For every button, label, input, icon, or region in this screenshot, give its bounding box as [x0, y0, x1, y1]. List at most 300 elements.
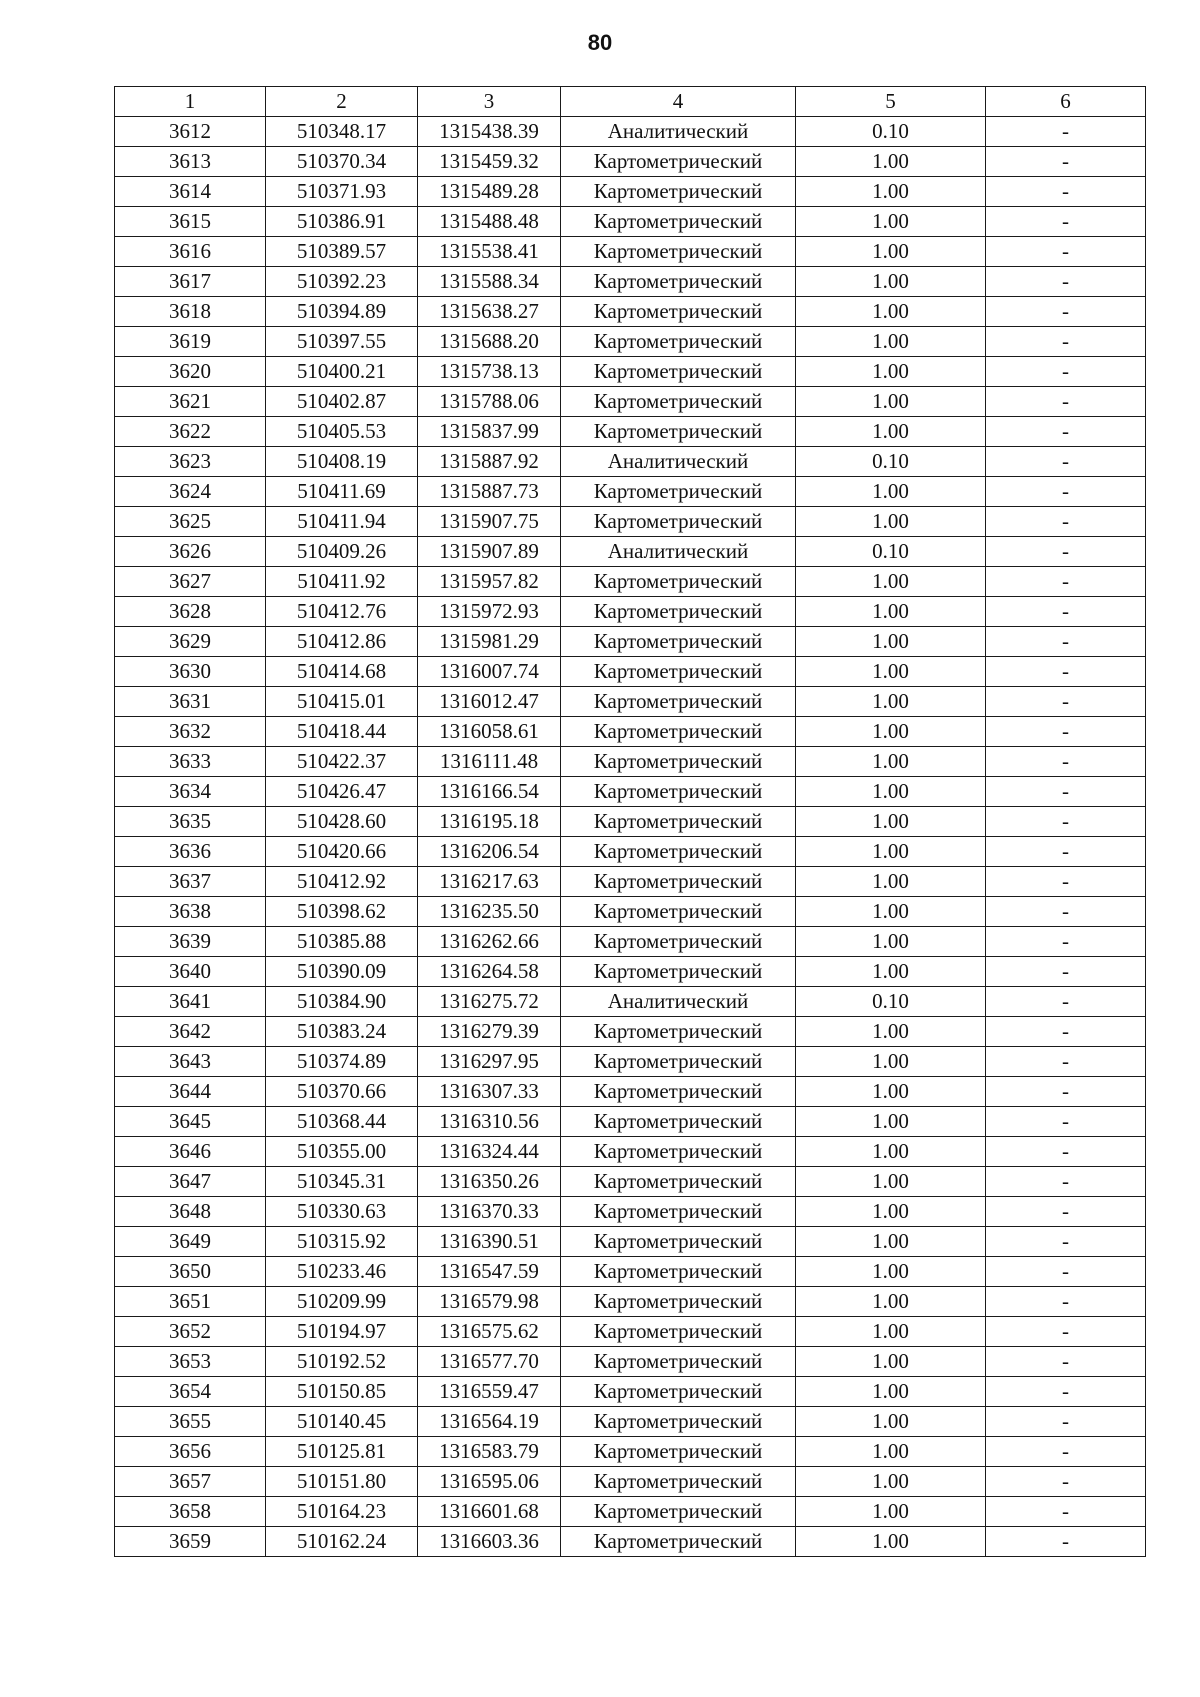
- point-number-cell: 3639: [115, 927, 266, 957]
- note-cell: -: [986, 267, 1146, 297]
- point-number-cell: 3618: [115, 297, 266, 327]
- table-row: [115, 297, 1146, 327]
- y-coordinate-cell: 1316390.51: [418, 1227, 561, 1257]
- accuracy-cell: 1.00: [796, 1017, 986, 1047]
- method-cell: Картометрический: [561, 417, 796, 447]
- y-coordinate-cell: 1316547.59: [418, 1257, 561, 1287]
- accuracy-cell: 1.00: [796, 147, 986, 177]
- x-coordinate-cell: 510151.80: [266, 1467, 418, 1497]
- table-row: [115, 1137, 1146, 1167]
- point-number-cell: 3651: [115, 1287, 266, 1317]
- y-coordinate-cell: 1316297.95: [418, 1047, 561, 1077]
- y-coordinate-cell: 1316559.47: [418, 1377, 561, 1407]
- table-row: [115, 537, 1146, 567]
- table-row: [115, 597, 1146, 627]
- note-cell: -: [986, 237, 1146, 267]
- method-cell: Картометрический: [561, 717, 796, 747]
- x-coordinate-cell: 510194.97: [266, 1317, 418, 1347]
- method-cell: Аналитический: [561, 987, 796, 1017]
- y-coordinate-cell: 1315688.20: [418, 327, 561, 357]
- point-number-cell: 3616: [115, 237, 266, 267]
- table-row: [115, 1017, 1146, 1047]
- x-coordinate-cell: 510348.17: [266, 117, 418, 147]
- point-number-cell: 3632: [115, 717, 266, 747]
- method-cell: Картометрический: [561, 387, 796, 417]
- x-coordinate-cell: 510192.52: [266, 1347, 418, 1377]
- point-number-cell: 3629: [115, 627, 266, 657]
- table-row: [115, 507, 1146, 537]
- accuracy-cell: 1.00: [796, 417, 986, 447]
- header-cell-6: 6: [986, 87, 1146, 117]
- point-number-cell: 3630: [115, 657, 266, 687]
- accuracy-cell: 1.00: [796, 477, 986, 507]
- point-number-cell: 3613: [115, 147, 266, 177]
- accuracy-cell: 1.00: [796, 237, 986, 267]
- x-coordinate-cell: 510315.92: [266, 1227, 418, 1257]
- table-row: [115, 1377, 1146, 1407]
- accuracy-cell: 1.00: [796, 1077, 986, 1107]
- page-number: 80: [587, 30, 613, 55]
- note-cell: -: [986, 1197, 1146, 1227]
- point-number-cell: 3641: [115, 987, 266, 1017]
- x-coordinate-cell: 510398.62: [266, 897, 418, 927]
- table-row: [115, 1077, 1146, 1107]
- method-cell: Картометрический: [561, 357, 796, 387]
- table-row: [115, 927, 1146, 957]
- note-cell: -: [986, 1107, 1146, 1137]
- method-cell: Картометрический: [561, 237, 796, 267]
- table-row: [115, 747, 1146, 777]
- table-row: [115, 1227, 1146, 1257]
- x-coordinate-cell: 510411.94: [266, 507, 418, 537]
- table-row: [115, 357, 1146, 387]
- x-coordinate-cell: 510408.19: [266, 447, 418, 477]
- accuracy-cell: 1.00: [796, 1047, 986, 1077]
- point-number-cell: 3624: [115, 477, 266, 507]
- method-cell: Картометрический: [561, 1137, 796, 1167]
- accuracy-cell: 1.00: [796, 567, 986, 597]
- method-cell: Картометрический: [561, 297, 796, 327]
- method-cell: Картометрический: [561, 1257, 796, 1287]
- point-number-cell: 3658: [115, 1497, 266, 1527]
- x-coordinate-cell: 510140.45: [266, 1407, 418, 1437]
- method-cell: Картометрический: [561, 1017, 796, 1047]
- accuracy-cell: 1.00: [796, 1287, 986, 1317]
- method-cell: Картометрический: [561, 507, 796, 537]
- point-number-cell: 3636: [115, 837, 266, 867]
- accuracy-cell: 1.00: [796, 957, 986, 987]
- note-cell: -: [986, 1407, 1146, 1437]
- y-coordinate-cell: 1316235.50: [418, 897, 561, 927]
- y-coordinate-cell: 1315907.89: [418, 537, 561, 567]
- note-cell: -: [986, 1287, 1146, 1317]
- point-number-cell: 3653: [115, 1347, 266, 1377]
- method-cell: Картометрический: [561, 1407, 796, 1437]
- y-coordinate-cell: 1315738.13: [418, 357, 561, 387]
- table-row: [115, 1317, 1146, 1347]
- note-cell: -: [986, 177, 1146, 207]
- x-coordinate-cell: 510414.68: [266, 657, 418, 687]
- y-coordinate-cell: 1315489.28: [418, 177, 561, 207]
- y-coordinate-cell: 1316310.56: [418, 1107, 561, 1137]
- accuracy-cell: 0.10: [796, 987, 986, 1017]
- point-number-cell: 3623: [115, 447, 266, 477]
- accuracy-cell: 1.00: [796, 1257, 986, 1287]
- accuracy-cell: 1.00: [796, 1527, 986, 1557]
- note-cell: -: [986, 867, 1146, 897]
- y-coordinate-cell: 1316307.33: [418, 1077, 561, 1107]
- method-cell: Картометрический: [561, 177, 796, 207]
- point-number-cell: 3628: [115, 597, 266, 627]
- accuracy-cell: 1.00: [796, 1197, 986, 1227]
- y-coordinate-cell: 1316262.66: [418, 927, 561, 957]
- table-row: [115, 987, 1146, 1017]
- accuracy-cell: 1.00: [796, 867, 986, 897]
- y-coordinate-cell: 1315972.93: [418, 597, 561, 627]
- point-number-cell: 3625: [115, 507, 266, 537]
- table-row: [115, 1197, 1146, 1227]
- method-cell: Аналитический: [561, 117, 796, 147]
- point-number-cell: 3649: [115, 1227, 266, 1257]
- point-number-cell: 3626: [115, 537, 266, 567]
- table-row: [115, 807, 1146, 837]
- note-cell: -: [986, 1257, 1146, 1287]
- note-cell: -: [986, 1437, 1146, 1467]
- y-coordinate-cell: 1316601.68: [418, 1497, 561, 1527]
- y-coordinate-cell: 1315887.73: [418, 477, 561, 507]
- table-header-row: [115, 87, 1146, 117]
- y-coordinate-cell: 1316583.79: [418, 1437, 561, 1467]
- accuracy-cell: 1.00: [796, 777, 986, 807]
- header-cell-2: 2: [266, 87, 418, 117]
- method-cell: Картометрический: [561, 687, 796, 717]
- note-cell: -: [986, 1497, 1146, 1527]
- method-cell: Картометрический: [561, 1437, 796, 1467]
- point-number-cell: 3646: [115, 1137, 266, 1167]
- x-coordinate-cell: 510402.87: [266, 387, 418, 417]
- y-coordinate-cell: 1316350.26: [418, 1167, 561, 1197]
- method-cell: Картометрический: [561, 1527, 796, 1557]
- header-cell-1: 1: [115, 87, 266, 117]
- x-coordinate-cell: 510374.89: [266, 1047, 418, 1077]
- table-row: [115, 1407, 1146, 1437]
- x-coordinate-cell: 510412.76: [266, 597, 418, 627]
- accuracy-cell: 1.00: [796, 357, 986, 387]
- table-row: [115, 177, 1146, 207]
- note-cell: -: [986, 297, 1146, 327]
- table-row: [115, 657, 1146, 687]
- y-coordinate-cell: 1316577.70: [418, 1347, 561, 1377]
- accuracy-cell: 1.00: [796, 597, 986, 627]
- table-row: [115, 1167, 1146, 1197]
- point-number-cell: 3621: [115, 387, 266, 417]
- accuracy-cell: 1.00: [796, 327, 986, 357]
- x-coordinate-cell: 510370.66: [266, 1077, 418, 1107]
- method-cell: Картометрический: [561, 807, 796, 837]
- note-cell: -: [986, 1047, 1146, 1077]
- point-number-cell: 3657: [115, 1467, 266, 1497]
- accuracy-cell: 1.00: [796, 1407, 986, 1437]
- point-number-cell: 3647: [115, 1167, 266, 1197]
- table-row: [115, 1437, 1146, 1467]
- x-coordinate-cell: 510385.88: [266, 927, 418, 957]
- table-row: [115, 687, 1146, 717]
- y-coordinate-cell: 1316324.44: [418, 1137, 561, 1167]
- accuracy-cell: 1.00: [796, 1437, 986, 1467]
- method-cell: Картометрический: [561, 747, 796, 777]
- method-cell: Картометрический: [561, 1287, 796, 1317]
- y-coordinate-cell: 1315459.32: [418, 147, 561, 177]
- point-number-cell: 3648: [115, 1197, 266, 1227]
- x-coordinate-cell: 510400.21: [266, 357, 418, 387]
- accuracy-cell: 1.00: [796, 1167, 986, 1197]
- point-number-cell: 3645: [115, 1107, 266, 1137]
- y-coordinate-cell: 1316575.62: [418, 1317, 561, 1347]
- y-coordinate-cell: 1315588.34: [418, 267, 561, 297]
- note-cell: -: [986, 897, 1146, 927]
- note-cell: -: [986, 1077, 1146, 1107]
- y-coordinate-cell: 1316264.58: [418, 957, 561, 987]
- method-cell: Картометрический: [561, 1377, 796, 1407]
- point-number-cell: 3642: [115, 1017, 266, 1047]
- method-cell: Картометрический: [561, 1077, 796, 1107]
- y-coordinate-cell: 1316579.98: [418, 1287, 561, 1317]
- accuracy-cell: 1.00: [796, 1317, 986, 1347]
- x-coordinate-cell: 510415.01: [266, 687, 418, 717]
- method-cell: Картометрический: [561, 1227, 796, 1257]
- point-number-cell: 3637: [115, 867, 266, 897]
- x-coordinate-cell: 510368.44: [266, 1107, 418, 1137]
- note-cell: -: [986, 687, 1146, 717]
- point-number-cell: 3638: [115, 897, 266, 927]
- note-cell: -: [986, 987, 1146, 1017]
- y-coordinate-cell: 1316012.47: [418, 687, 561, 717]
- x-coordinate-cell: 510394.89: [266, 297, 418, 327]
- table-row: [115, 777, 1146, 807]
- x-coordinate-cell: 510409.26: [266, 537, 418, 567]
- note-cell: -: [986, 717, 1146, 747]
- method-cell: Картометрический: [561, 1497, 796, 1527]
- x-coordinate-cell: 510422.37: [266, 747, 418, 777]
- table-row: [115, 897, 1146, 927]
- y-coordinate-cell: 1315638.27: [418, 297, 561, 327]
- point-number-cell: 3635: [115, 807, 266, 837]
- y-coordinate-cell: 1316595.06: [418, 1467, 561, 1497]
- note-cell: -: [986, 807, 1146, 837]
- note-cell: -: [986, 1227, 1146, 1257]
- note-cell: -: [986, 1347, 1146, 1377]
- point-number-cell: 3656: [115, 1437, 266, 1467]
- accuracy-cell: 1.00: [796, 837, 986, 867]
- x-coordinate-cell: 510389.57: [266, 237, 418, 267]
- table-row: [115, 1287, 1146, 1317]
- x-coordinate-cell: 510164.23: [266, 1497, 418, 1527]
- table-row: [115, 1107, 1146, 1137]
- note-cell: -: [986, 627, 1146, 657]
- y-coordinate-cell: 1316058.61: [418, 717, 561, 747]
- point-number-cell: 3654: [115, 1377, 266, 1407]
- table-row: [115, 837, 1146, 867]
- table-body: [115, 87, 1146, 1557]
- table-row: [115, 1467, 1146, 1497]
- note-cell: -: [986, 777, 1146, 807]
- table-row: [115, 1347, 1146, 1377]
- point-number-cell: 3631: [115, 687, 266, 717]
- note-cell: -: [986, 207, 1146, 237]
- y-coordinate-cell: 1316603.36: [418, 1527, 561, 1557]
- method-cell: Картометрический: [561, 207, 796, 237]
- header-cell-3: 3: [418, 87, 561, 117]
- point-number-cell: 3643: [115, 1047, 266, 1077]
- table-row: [115, 567, 1146, 597]
- note-cell: -: [986, 1137, 1146, 1167]
- x-coordinate-cell: 510420.66: [266, 837, 418, 867]
- x-coordinate-cell: 510412.92: [266, 867, 418, 897]
- x-coordinate-cell: 510384.90: [266, 987, 418, 1017]
- point-number-cell: 3640: [115, 957, 266, 987]
- method-cell: Аналитический: [561, 447, 796, 477]
- table-row: [115, 237, 1146, 267]
- accuracy-cell: 0.10: [796, 447, 986, 477]
- note-cell: -: [986, 387, 1146, 417]
- x-coordinate-cell: 510371.93: [266, 177, 418, 207]
- table-row: [115, 717, 1146, 747]
- method-cell: Картометрический: [561, 1467, 796, 1497]
- method-cell: Картометрический: [561, 1347, 796, 1377]
- table-row: [115, 1497, 1146, 1527]
- x-coordinate-cell: 510397.55: [266, 327, 418, 357]
- method-cell: Картометрический: [561, 897, 796, 927]
- note-cell: -: [986, 927, 1146, 957]
- y-coordinate-cell: 1315488.48: [418, 207, 561, 237]
- y-coordinate-cell: 1315887.92: [418, 447, 561, 477]
- note-cell: -: [986, 1167, 1146, 1197]
- x-coordinate-cell: 510411.92: [266, 567, 418, 597]
- point-number-cell: 3627: [115, 567, 266, 597]
- y-coordinate-cell: 1316206.54: [418, 837, 561, 867]
- y-coordinate-cell: 1315957.82: [418, 567, 561, 597]
- y-coordinate-cell: 1316195.18: [418, 807, 561, 837]
- note-cell: -: [986, 837, 1146, 867]
- method-cell: Картометрический: [561, 327, 796, 357]
- y-coordinate-cell: 1315788.06: [418, 387, 561, 417]
- accuracy-cell: 1.00: [796, 1137, 986, 1167]
- point-number-cell: 3619: [115, 327, 266, 357]
- note-cell: -: [986, 507, 1146, 537]
- method-cell: Картометрический: [561, 957, 796, 987]
- x-coordinate-cell: 510386.91: [266, 207, 418, 237]
- x-coordinate-cell: 510428.60: [266, 807, 418, 837]
- method-cell: Картометрический: [561, 777, 796, 807]
- point-number-cell: 3633: [115, 747, 266, 777]
- method-cell: Картометрический: [561, 1317, 796, 1347]
- point-number-cell: 3652: [115, 1317, 266, 1347]
- y-coordinate-cell: 1316007.74: [418, 657, 561, 687]
- y-coordinate-cell: 1316217.63: [418, 867, 561, 897]
- x-coordinate-cell: 510405.53: [266, 417, 418, 447]
- accuracy-cell: 1.00: [796, 387, 986, 417]
- point-number-cell: 3620: [115, 357, 266, 387]
- table-row: [115, 207, 1146, 237]
- note-cell: -: [986, 657, 1146, 687]
- point-number-cell: 3617: [115, 267, 266, 297]
- accuracy-cell: 1.00: [796, 627, 986, 657]
- method-cell: Картометрический: [561, 1047, 796, 1077]
- accuracy-cell: 1.00: [796, 657, 986, 687]
- note-cell: -: [986, 537, 1146, 567]
- accuracy-cell: 1.00: [796, 747, 986, 777]
- method-cell: Картометрический: [561, 597, 796, 627]
- x-coordinate-cell: 510162.24: [266, 1527, 418, 1557]
- x-coordinate-cell: 510390.09: [266, 957, 418, 987]
- x-coordinate-cell: 510330.63: [266, 1197, 418, 1227]
- table-row: [115, 447, 1146, 477]
- point-number-cell: 3622: [115, 417, 266, 447]
- point-number-cell: 3612: [115, 117, 266, 147]
- table-row: [115, 387, 1146, 417]
- accuracy-cell: 1.00: [796, 207, 986, 237]
- method-cell: Картометрический: [561, 627, 796, 657]
- accuracy-cell: 0.10: [796, 537, 986, 567]
- x-coordinate-cell: 510383.24: [266, 1017, 418, 1047]
- note-cell: -: [986, 147, 1146, 177]
- note-cell: -: [986, 1527, 1146, 1557]
- method-cell: Картометрический: [561, 567, 796, 597]
- accuracy-cell: 1.00: [796, 507, 986, 537]
- table-row: [115, 477, 1146, 507]
- point-number-cell: 3655: [115, 1407, 266, 1437]
- x-coordinate-cell: 510392.23: [266, 267, 418, 297]
- note-cell: -: [986, 357, 1146, 387]
- note-cell: -: [986, 327, 1146, 357]
- point-number-cell: 3650: [115, 1257, 266, 1287]
- accuracy-cell: 1.00: [796, 1347, 986, 1377]
- accuracy-cell: 1.00: [796, 1227, 986, 1257]
- note-cell: -: [986, 1377, 1146, 1407]
- accuracy-cell: 1.00: [796, 687, 986, 717]
- method-cell: Картометрический: [561, 837, 796, 867]
- table-row: [115, 957, 1146, 987]
- x-coordinate-cell: 510370.34: [266, 147, 418, 177]
- accuracy-cell: 1.00: [796, 1467, 986, 1497]
- accuracy-cell: 1.00: [796, 297, 986, 327]
- note-cell: -: [986, 1317, 1146, 1347]
- accuracy-cell: 1.00: [796, 807, 986, 837]
- x-coordinate-cell: 510233.46: [266, 1257, 418, 1287]
- y-coordinate-cell: 1315837.99: [418, 417, 561, 447]
- point-number-cell: 3644: [115, 1077, 266, 1107]
- method-cell: Картометрический: [561, 867, 796, 897]
- accuracy-cell: 0.10: [796, 117, 986, 147]
- note-cell: -: [986, 417, 1146, 447]
- x-coordinate-cell: 510412.86: [266, 627, 418, 657]
- table-row: [115, 1527, 1146, 1557]
- accuracy-cell: 1.00: [796, 1377, 986, 1407]
- coordinates-table: [114, 86, 1146, 1557]
- point-number-cell: 3659: [115, 1527, 266, 1557]
- table-row: [115, 417, 1146, 447]
- y-coordinate-cell: 1316370.33: [418, 1197, 561, 1227]
- method-cell: Аналитический: [561, 537, 796, 567]
- note-cell: -: [986, 597, 1146, 627]
- method-cell: Картометрический: [561, 1167, 796, 1197]
- y-coordinate-cell: 1316111.48: [418, 747, 561, 777]
- method-cell: Картометрический: [561, 1197, 796, 1227]
- method-cell: Картометрический: [561, 147, 796, 177]
- table-row: [115, 147, 1146, 177]
- accuracy-cell: 1.00: [796, 267, 986, 297]
- y-coordinate-cell: 1316279.39: [418, 1017, 561, 1047]
